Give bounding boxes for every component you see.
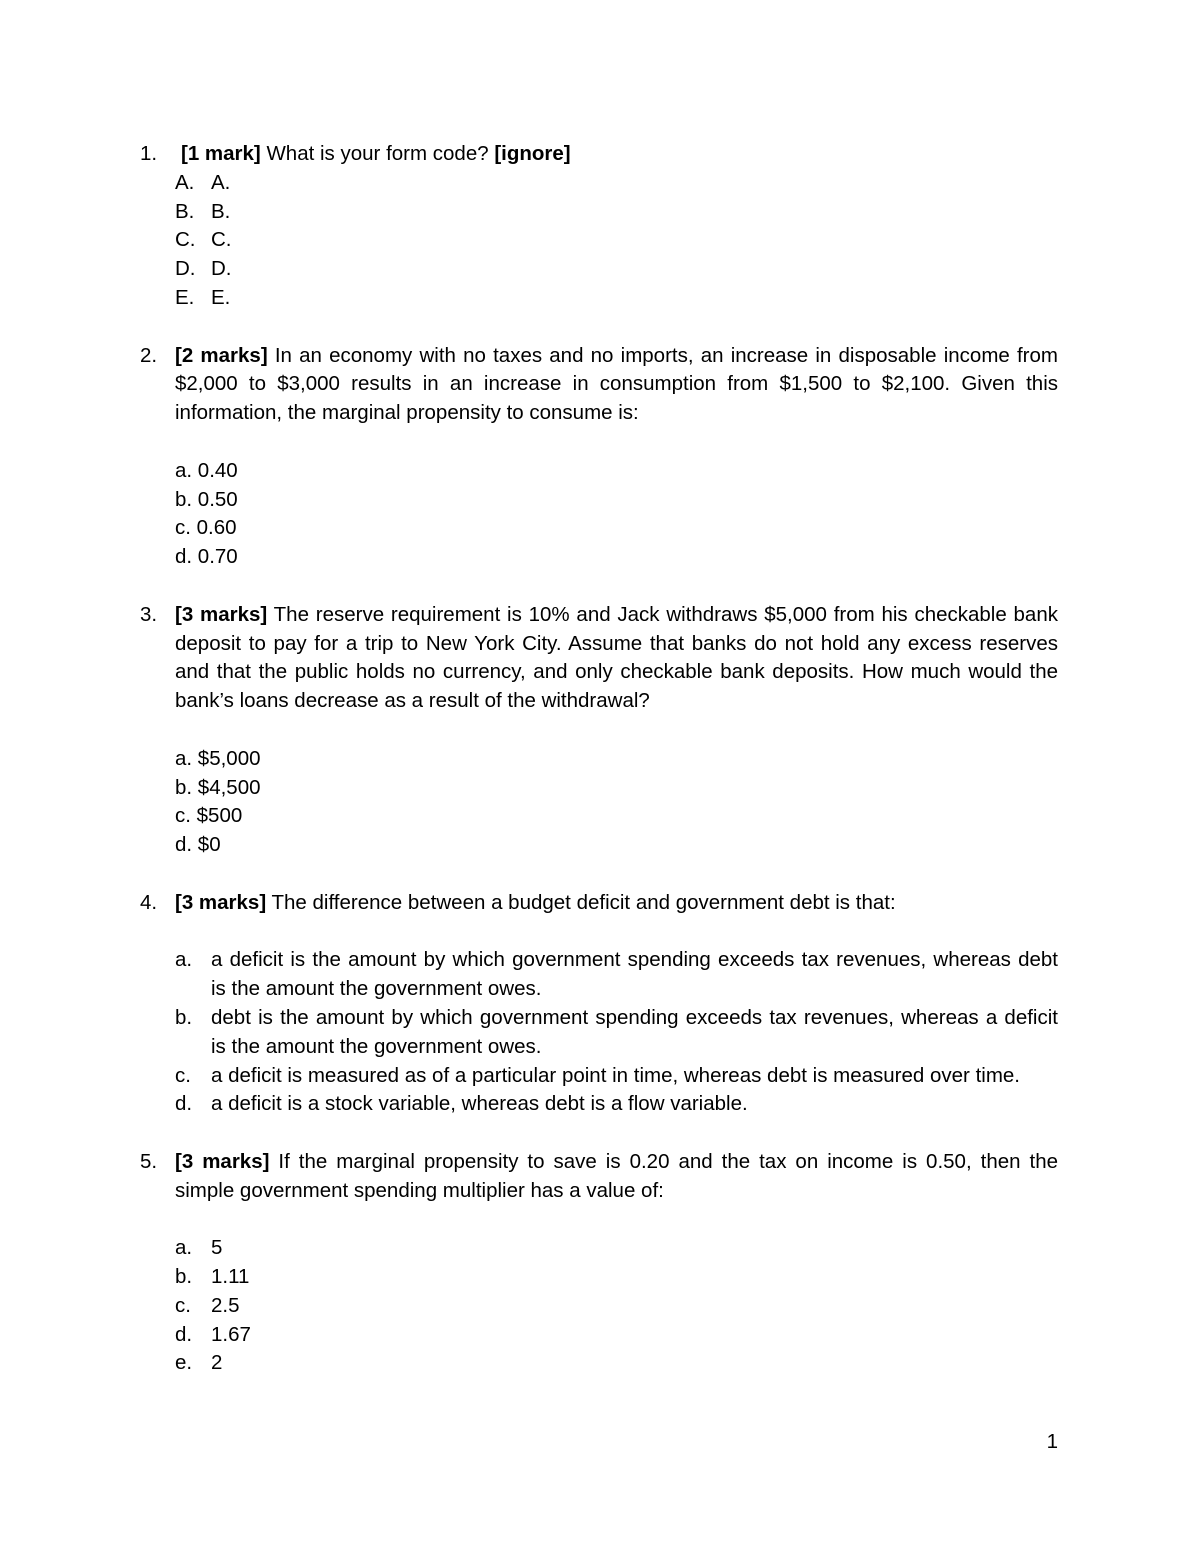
option-d: d. $0 xyxy=(175,833,221,857)
question-text xyxy=(175,1148,1058,1206)
option-c: c. $500 xyxy=(175,804,243,828)
question-3 xyxy=(140,601,1058,860)
option-e: E. E. xyxy=(175,285,231,309)
option-c: c. 2.5 xyxy=(175,1293,240,1317)
option-list xyxy=(175,457,1058,572)
question-marks: [3 marks] xyxy=(175,602,268,626)
question-2 xyxy=(140,342,1058,572)
question-prompt: In an economy with no taxes and no imports, an increase in disposable income from $2,000 to $3,000 results in an increase in consumption from $1,500 to $2,100. Given this information, the marginal propensity to consume is: xyxy=(175,343,1058,425)
question-marks: [2 marks] xyxy=(175,343,268,367)
question-text xyxy=(175,342,1058,428)
option-b: b. debt is the amount by which government spending exceeds tax revenues, whereas a deficit is the amount the government owes. xyxy=(175,1005,1058,1058)
question-number: 3. xyxy=(140,602,158,626)
question-5 xyxy=(140,1148,1058,1378)
option-b: b. 1.11 xyxy=(175,1265,250,1289)
question-prompt: The reserve requirement is 10% and Jack withdraws $5,000 from his checkable bank deposit to pay for a trip to New York City. Assume that banks do not hold any excess reserves and that the public holds no currency, and only checkable bank deposits. How much would the bank’s loans decrease as a result of the withdrawal? xyxy=(175,602,1058,713)
question-1 xyxy=(140,140,1058,313)
option-b: b. $4,500 xyxy=(175,775,261,799)
option-list xyxy=(175,169,1058,313)
option-d: d. 0.70 xyxy=(175,545,238,569)
option-a: A. A. xyxy=(175,170,231,194)
option-b: b. 0.50 xyxy=(175,487,238,511)
option-a: a. 5 xyxy=(175,1236,223,1260)
question-marks: [1 mark] xyxy=(181,142,261,165)
option-c: c. 0.60 xyxy=(175,516,237,540)
question-marks: [3 marks] xyxy=(175,1149,270,1173)
question-4 xyxy=(140,889,1058,1119)
option-c: C. C. xyxy=(175,228,232,252)
option-a: a. 0.40 xyxy=(175,458,238,482)
option-b: B. B. xyxy=(175,199,231,223)
question-text xyxy=(175,140,1058,169)
question-number: 4. xyxy=(140,890,158,914)
option-a: a. $5,000 xyxy=(175,746,261,770)
option-list xyxy=(175,1234,1058,1378)
option-list xyxy=(175,745,1058,860)
question-prompt: The difference between a budget deficit and government debt is that: xyxy=(266,890,896,914)
question-number: 1. xyxy=(140,142,158,165)
question-text xyxy=(175,889,1058,918)
question-text xyxy=(175,601,1058,716)
question-prompt: What is your form code? xyxy=(260,142,495,165)
question-suffix: [ignore] xyxy=(494,142,571,165)
option-d: d. 1.67 xyxy=(175,1322,251,1346)
question-prompt: If the marginal propensity to save is 0.20 and the tax on income is 0.50, then the simple government spending multiplier has a value of: xyxy=(175,1149,1058,1202)
option-c: c. a deficit is measured as of a particular point in time, whereas debt is measured over time. xyxy=(175,1063,1020,1087)
question-list xyxy=(140,140,1058,1378)
question-number: 2. xyxy=(140,343,158,367)
page-number: 1 xyxy=(1046,1430,1058,1453)
question-marks: [3 marks] xyxy=(175,890,267,914)
option-d: D. D. xyxy=(175,257,232,281)
option-d: d. a deficit is a stock variable, whereas debt is a flow variable. xyxy=(175,1092,748,1116)
question-number: 5. xyxy=(140,1149,158,1173)
option-a: a. a deficit is the amount by which government spending exceeds tax revenues, whereas debt is the amount the government owes. xyxy=(175,948,1058,1001)
option-list xyxy=(175,946,1058,1119)
option-e: e. 2 xyxy=(175,1351,223,1375)
